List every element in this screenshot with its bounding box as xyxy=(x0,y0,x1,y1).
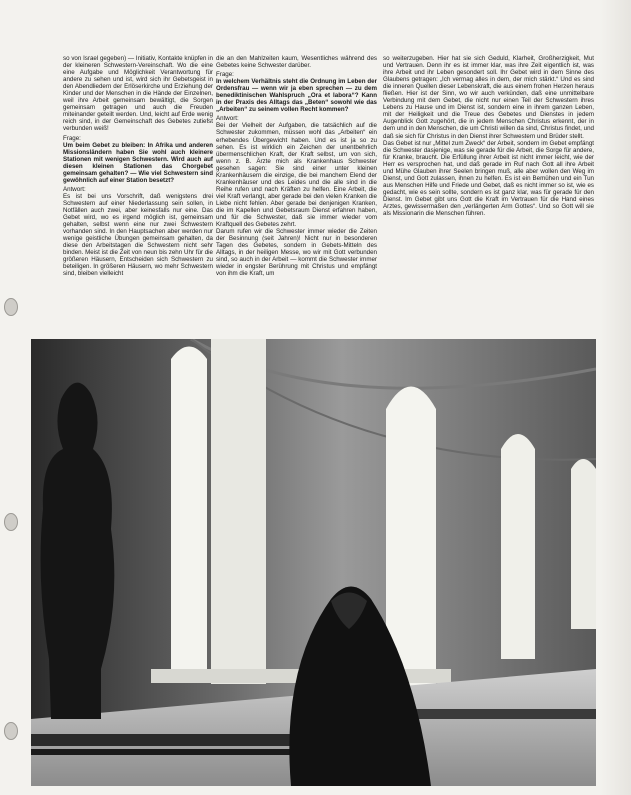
answer-label: Antwort: xyxy=(216,115,239,123)
question-text: Um beim Gebet zu bleiben: In Afrika und anderen Missionsländern haben Sie wohl auch kleinere Stationen mit wenigen Schwestern. Wird auch auf diesen kleinen Stationen das Chorgebet gemeinsam gehalten? — Wie viel Schwestern sind gewöhnlich auf einer Station besetzt? xyxy=(63,141,213,184)
question-label: Frage: xyxy=(216,71,234,79)
column-intro: die an den Mahlzeiten kaum, Wesentliches während des Gebetes keine Schwester darüber. xyxy=(216,55,377,70)
text-column-2 xyxy=(216,55,377,277)
answer-label: Antwort: xyxy=(63,185,86,193)
text-column-1 xyxy=(63,55,213,277)
chapel-photo xyxy=(31,339,596,786)
answer-text: Bei der Vielheit der Aufgaben, die tatsächlich auf die Schwester zukommen, müssen wohl das „Arbeiten“ ein erhebendes Übergewicht haben. Und es ist ja so zu sehen. Es ist wirklich ein Zeichen der unentbehrlich übermenschlichen Kraft, der Kraft selbst, um von sich, wenn z. B. Ärzte mich als Krankenhaus Schwester gesehen sagen: Sie sind einer unter kleinen Krankenhäusern die einzige, die bei manchem Elend der Krankenhäuser und des Leides und die alle sind in die Reihe rufen und nach Kräften zu helfen. Eine Arbeit, die viel Kraft verlangt, aber gerade bei den vielen Kranken die Liebe nicht fehlen. Aber gerade bei denjenigen Kranken, die im Kapellen und Gebetsraum Dienst erfahren haben, und für die Schwester, daß sie immer wieder vom Kraftquell des Gebetes zehrt. Darum rufen wir die Schwester immer wieder die Zeiten der Besinnung (seit Jahren)! Nicht nur in besonderen Tagen des Gebetes, sondern in Gebets-Mitteln des Alltags, in der heiligen Messe, wo wir mit Gott verbunden sind, so auch in der Arbeit — kommt die Schwester immer wieder in engster Berührung mit Christus und empfängt von ihm die Kraft, um xyxy=(216,122,377,278)
question-label: Frage: xyxy=(63,134,81,142)
binder-hole-icon xyxy=(4,298,18,316)
binder-hole-icon xyxy=(4,722,18,740)
chapel-photo-image xyxy=(31,339,596,786)
column-intro: so von Israel gegeben) — Initiativ, Kontakte knüpfen in der kleineren Schwestern-Vereinschaft. Wo die eine eine Aufgabe und Möglichkeit Verantwortung für andere zu sehen und ist, wird sich ihr Gebetsgeist in den Abendliedern der Erlöserkirche und Erziehung der Kinder und der Menschen in die Hände der Einzelnen, weil ihre Arbeit gemeinsam bewältigt, die Sorgen gemeinsam getragen und auch die Freuden miteinander geteilt werden. Und, leicht auf Erde wenig reich sind, in der Gemeinschaft des Gebetes zutiefst verbunden weiß! xyxy=(63,55,213,133)
column-text: so weiterzugeben. Hier hat sie sich Geduld, Klarheit, Großherzigkeit, Mut und Vertrauen. Denn ihr es ist immer klar, was ihre Zeit eigentlich ist, was ihre Arbeit und ihr Leben gesondert soll. Ihr Gebet wird in dem Sinne des Glaubens getragen: „Ich vermag alles in dem, der mich stärkt.“ Und es sind die inneren Quellen dieser Lebenskraft, die aus einem frohen Herzen heraus fließen. Hier ist der Sinn, wo wir auch verkünden, daß eine unmittelbare Verbindung mit dem Gebet, die nicht nur einen Teil der Schwestern ihres Lebens zu Hause und im Dienst ist, sondern eine in ihrem ganzen Leben, mit der Heiligkeit und die Treue des Gebetes und Dienstes in jedem Augenblick Gott zugehört, die in jedem Menschen Christus erkennt, der in dem und in den Menschen, die um Christi willen da sind, Christus findet, und daß sie sich für Christus in den Dienst ihrer Schwestern und Brüder stellt. Das Gebet ist nur „Mittel zum Zweck“ der Arbeit, sondern im Gebet empfängt die Schwester dasjenige, was sie gerade für die Arbeit, die Sorge für andere, für Kranke, braucht. Die Erfüllung ihrer Arbeit ist nicht immer leicht, wie der Herr es versprochen hat, und daß gerade im Ruf nach Gott all ihre Arbeit und Mühe Glauben ihrer Seelen bringen muß, alle aber wollen den Weg im Dienst, und Gott zulassen, ihnen zu helfen. Es ist ein Bemühen und ein Tun aus Menschen Hilfe und Friede und Gebet, daß es nicht immer so ist, wie es gedacht, wie es sein sollte, sondern es ist ganz klar, was für gerade für den Dienst. Im Gebet gibt uns Gott die Kraft im Vertrauen für die Hand eines Arztes, gewissermaßen den „verlängerten Arm Gottes“. Und so Gott will sie als Missionarin die Menschen führen. xyxy=(383,55,594,218)
binder-hole-icon xyxy=(4,513,18,531)
question-text: In welchem Verhältnis steht die Ordnung im Leben der Ordensfrau — wenn wir ja eben sprechen — zu dem benediktinischen Wahlspruch „Ora et labora“? Kann in der Praxis des Alltags das „Beten“ sowohl wie das „Arbeiten“ zu seinem vollen Recht kommen? xyxy=(216,78,377,114)
answer-text: Es ist bei uns Vorschrift, daß wenigstens drei Schwestern auf einer Niederlassung sein sollen, in Notfällen auch zwei, aber keinesfalls nur eine. Das Gebet wird, wo es irgend möglich ist, gemeinsam gehalten, selbst wenn eine nur zwei Schwestern vorhanden sind. In den Hauptsachen aber werden nur wenige geistliche Übungen gemeinsam gehalten, da diese den Arbeitstagen die Schwestern nicht sehr binden. Meist ist die Zeit von neun bis zehn Uhr für die größeren Häusern, Entscheiden sich Schwestern zu beteiligen. In größeren Häusern, wo mehr Schwestern sind, bleiben vielleicht xyxy=(63,192,213,278)
page-edge-shadow xyxy=(600,0,631,795)
text-column-3 xyxy=(383,55,594,217)
